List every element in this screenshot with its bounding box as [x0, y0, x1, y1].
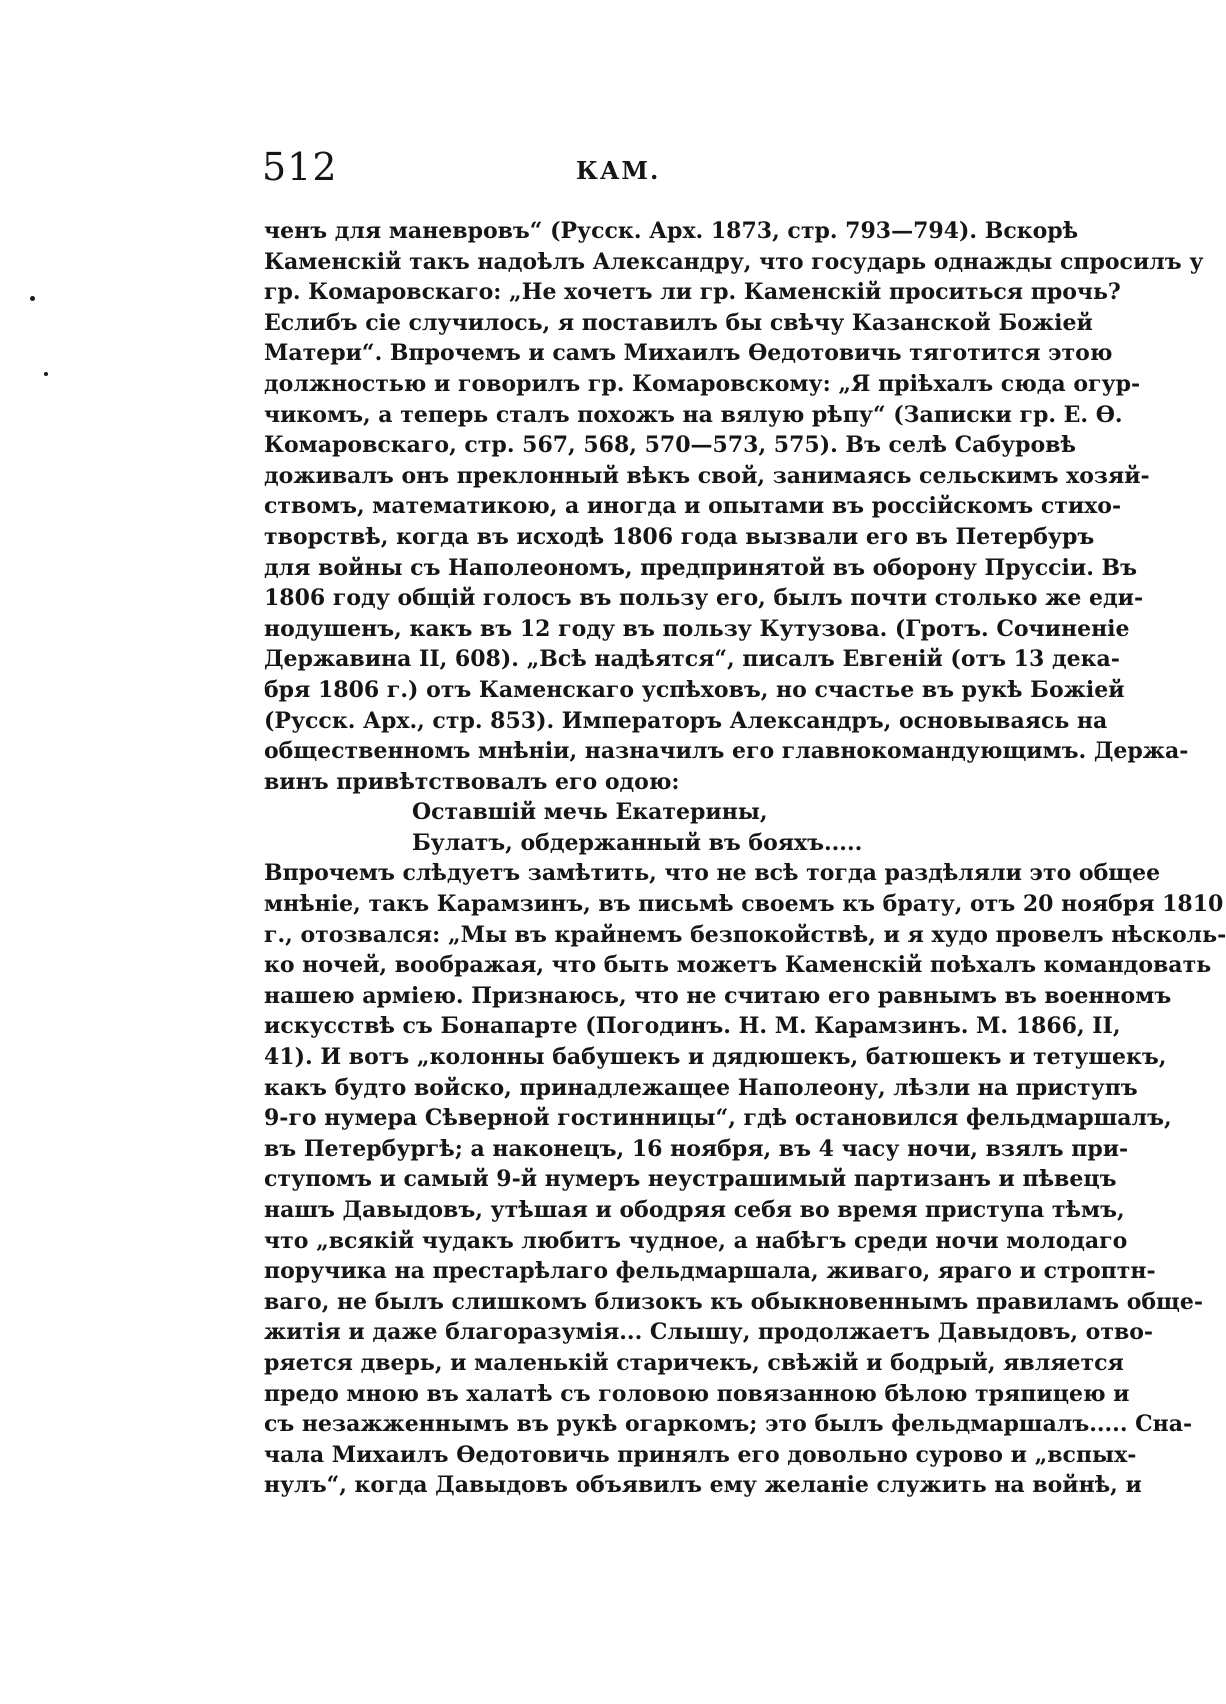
- text-line: 41). И вотъ „колонны бабушекъ и дядюшекъ, батюшекъ и тетушекъ,: [264, 1044, 1167, 1071]
- text-line: мнѣніе, такъ Карамзинъ, въ письмѣ своемъ къ брату, отъ 20 ноября 1810: [264, 891, 1224, 918]
- text-line: ко ночей, воображая, что быть можетъ Каменскій поѣхалъ командовать: [264, 952, 1212, 979]
- poem-line: Оставшій мечь Екатерины,: [412, 799, 768, 826]
- text-line: (Русск. Арх., стр. 853). Императоръ Александръ, основываясь на: [264, 707, 1108, 734]
- paragraph-1: [264, 216, 1204, 797]
- text-line: ступомъ и самый 9-й нумеръ неустрашимый партизанъ и пѣвецъ: [264, 1166, 1117, 1193]
- text-line: чала Михаилъ Ѳедотовичь принялъ его довольно сурово и „вспых-: [264, 1441, 1137, 1468]
- text-line: ряется дверь, и маленькій старичекъ, свѣжій и бодрый, является: [264, 1349, 1124, 1376]
- text-line: нашею арміею. Признаюсь, что не считаю его равнымъ въ военномъ: [264, 982, 1172, 1009]
- text-line: ствомъ, математикою, а иногда и опытами въ россійскомъ стихо-: [264, 493, 1122, 520]
- paragraph-2: [264, 858, 1226, 1500]
- text-line: доживалъ онъ преклонный вѣкъ свой, занимаясь сельскимъ хозяй-: [264, 462, 1150, 489]
- text-line: съ незажженнымъ въ рукѣ огаркомъ; это былъ фельдмаршалъ..... Сна-: [264, 1411, 1193, 1438]
- text-line: творствѣ, когда въ исходѣ 1806 года вызвали его въ Петербуръ: [264, 523, 1095, 550]
- text-line: винъ привѣтствовалъ его одою:: [264, 768, 680, 795]
- text-line: искусствѣ съ Бонапарте (Погодинъ. Н. М. Карамзинъ. М. 1866, II,: [264, 1013, 1121, 1040]
- text-line: какъ будто войско, принадлежащее Наполеону, лѣзли на приступъ: [264, 1074, 1138, 1101]
- text-line: 1806 году общій голосъ въ пользу его, былъ почти столько же еди-: [264, 585, 1144, 612]
- text-line: г., отозвался: „Мы въ крайнемъ безпокойствѣ, и я худо провелъ нѣсколь-: [264, 921, 1226, 948]
- text-line: житія и даже благоразумія... Слышу, продолжаетъ Давыдовъ, отво-: [264, 1319, 1154, 1346]
- text-line: чикомъ, а теперь сталъ похожъ на вялую рѣпу“ (Записки гр. Е. Ѳ.: [264, 401, 1123, 428]
- text-line: 9-го нумера Сѣверной гостинницы“, гдѣ остановился фельдмаршалъ,: [264, 1105, 1172, 1132]
- text-line: поручика на престарѣлаго фельдмаршала, живаго, яраго и строптн-: [264, 1258, 1156, 1285]
- text-line: предо мною въ халатѣ съ головою повязанною бѣлою тряпицею и: [264, 1380, 1130, 1407]
- text-line: Каменскій такъ надоѣлъ Александру, что государь однажды спросилъ у: [264, 248, 1204, 275]
- poem-line: Булатъ, обдержанный въ бояхъ.....: [412, 829, 863, 856]
- text-line: бря 1806 г.) отъ Каменскаго успѣховъ, но счастье въ рукѣ Божіей: [264, 676, 1125, 703]
- poem-quote: [264, 797, 1002, 858]
- margin-speck: [30, 296, 35, 301]
- text-line: нулъ“, когда Давыдовъ объявилъ ему желаніе служить на войнѣ, и: [264, 1472, 1142, 1499]
- text-line: Державина II, 608). „Всѣ надѣятся“, писалъ Евгеній (отъ 13 дека-: [264, 646, 1120, 673]
- text-line: гр. Комаровскаго: „Не хочетъ ли гр. Каменскій проситься прочь?: [264, 279, 1121, 306]
- text-line: ченъ для маневровъ“ (Русск. Арх. 1873, стр. 793—794). Вскорѣ: [264, 218, 1079, 244]
- text-line: Впрочемъ слѣдуетъ замѣтить, что не всѣ тогда раздѣляли это общее: [264, 860, 1161, 887]
- text-line: въ Петербургѣ; а наконецъ, 16 ноября, въ 4 часу ночи, взялъ при-: [264, 1135, 1129, 1162]
- text-line: нодушенъ, какъ въ 12 году въ пользу Кутузова. (Гротъ. Сочиненіе: [264, 615, 1130, 642]
- text-line: должностью и говорилъ гр. Комаровскому: „Я пріѣхалъ сюда огур-: [264, 370, 1141, 397]
- page-number: 512: [262, 145, 338, 189]
- body-text: [264, 216, 1226, 1501]
- page-header: [262, 145, 1002, 192]
- margin-speck: [44, 372, 48, 376]
- text-line: Матери“. Впрочемъ и самъ Михаилъ Ѳедотовичь тяготится этою: [264, 340, 1113, 367]
- text-line: Комаровскаго, стр. 567, 568, 570—573, 575). Въ селѣ Сабуровѣ: [264, 432, 1076, 459]
- running-head: КАМ.: [576, 156, 661, 185]
- text-line: для войны съ Наполеономъ, предпринятой въ оборону Пруссіи. Въ: [264, 554, 1138, 581]
- text-line: что „всякій чудакъ любитъ чудное, а набѣгъ среди ночи молодаго: [264, 1227, 1128, 1254]
- text-line: ваго, не былъ слишкомъ близокъ къ обыкновеннымъ правиламъ обще-: [264, 1288, 1203, 1315]
- text-line: Еслибъ сіе случилось, я поставилъ бы свѣчу Казанской Божіей: [264, 309, 1093, 336]
- text-line: нашъ Давыдовъ, утѣшая и ободряя себя во время приступа тѣмъ,: [264, 1197, 1125, 1223]
- text-line: общественномъ мнѣніи, назначилъ его главнокомандующимъ. Держа-: [264, 738, 1189, 765]
